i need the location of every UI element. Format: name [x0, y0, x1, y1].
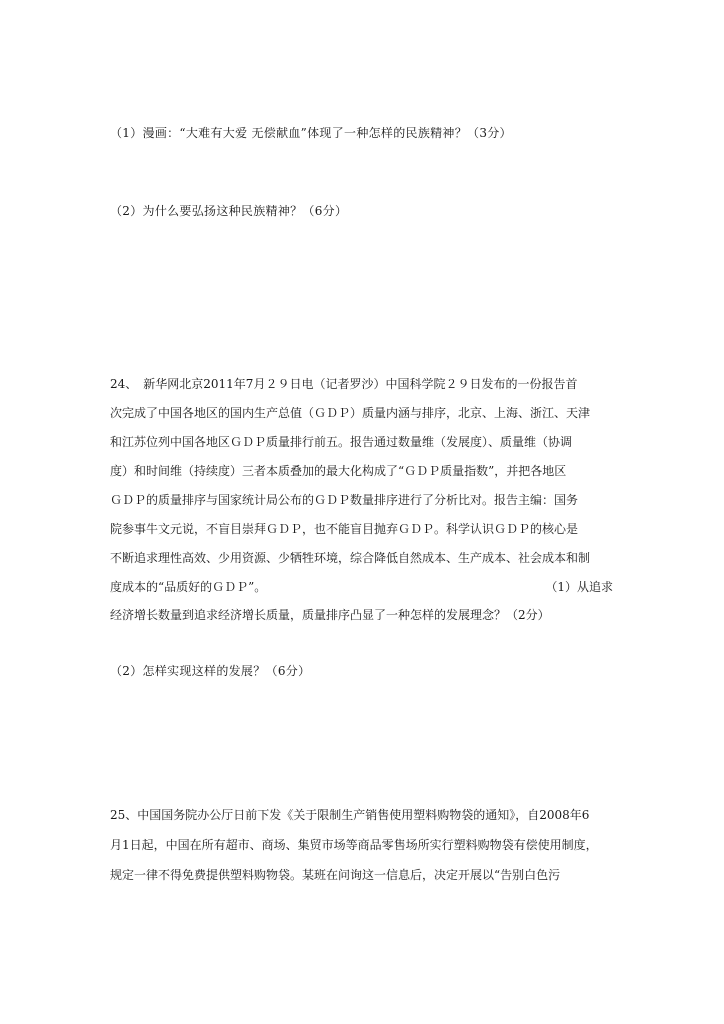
q24-line-6: 院参事牛文元说，不盲目崇拜ＧＤＰ，也不能盲目抛弃ＧＤＰ。科学认识ＧＤＰ的核心是 — [110, 522, 579, 536]
q23-subquestion-2: （2）为什么要弘扬这种民族精神？（6分） — [110, 204, 348, 218]
q24-subquestion-1-start: （1）从追求 — [545, 580, 613, 594]
q25-line-1: 25、中国国务院办公厅日前下发《关于限制生产销售使用塑料购物袋的通知》，自2008年6 — [110, 808, 590, 822]
q24-line-5: ＧＤＰ的质量排序与国家统计局公布的ＧＤＰ数量排序进行了分析比对。报告主编：国务 — [110, 493, 579, 507]
q24-line-7: 不断追求理性高效、少用资源、少牺牲环境，综合降低自然成本、生产成本、社会成本和制 — [110, 551, 591, 565]
q24-subquestion-1: 经济增长数量到追求经济增长质量，质量排序凸显了一种怎样的发展理念？（2分） — [110, 608, 550, 622]
q24-line-8-text: 度成本的“品质好的ＧＤＰ”。 — [110, 580, 267, 594]
q25-line-3: 规定一律不得免费提供塑料购物袋。某班在问询这一信息后，决定开展以“告别白色污 — [110, 868, 561, 882]
q24-line-2: 次完成了中国各地区的国内生产总值（ＧＤＰ）质量内涵与排序，北京、上海、浙江、天津 — [110, 406, 591, 420]
q24-line-4: 度）和时间维（持续度）三者本质叠加的最大化构成了“ＧＤＰ质量指数”，并把各地区 — [110, 464, 567, 478]
q24-line-8 — [110, 578, 613, 595]
q25-line-2: 月1日起，中国在所有超市、商场、集贸市场等商品零售场所实行塑料购物袋有偿使用制度， — [110, 838, 598, 852]
q24-line-3: 和江苏位列中国各地区ＧＤＰ质量排行前五。报告通过数量维（发展度）、质量维（协调 — [110, 435, 573, 449]
q24-line-1: 24、 新华网北京2011年7月２９日电（记者罗沙）中国科学院２９日发布的一份报告首 — [110, 377, 578, 391]
q23-subquestion-1: （1）漫画：“大难有大爱 无偿献血”体现了一种怎样的民族精神？（3分） — [110, 126, 512, 140]
q24-subquestion-2: （2）怎样实现这样的发展？（6分） — [110, 664, 311, 678]
